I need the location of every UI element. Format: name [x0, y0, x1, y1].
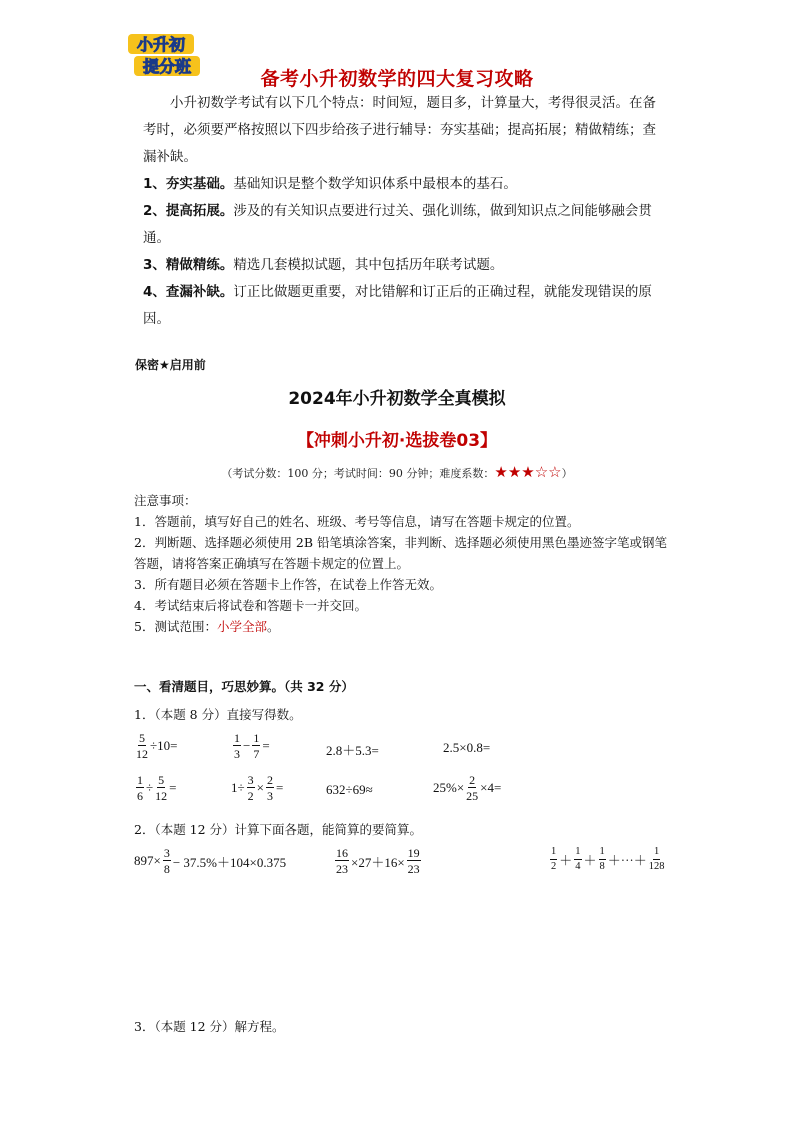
calc-6: 1÷ $\frac{3}{2}$ × $\frac{2}{3}$ =: [231, 773, 284, 803]
point-heading: 1、夯实基础。: [143, 176, 234, 192]
note-item-1: 1．答题前，填写好自己的姓名、班级、考号等信息，请写在答题卡规定的位置。: [134, 514, 580, 529]
fraction: $\frac{1}{2}$: [551, 846, 557, 872]
guide-point-1: [143, 171, 663, 198]
calc-5: $\frac{1}{6}$ ÷ $\frac{5}{12}$ =: [137, 773, 177, 803]
svg-text:提分班: 提分班: [142, 57, 192, 76]
fraction: $\frac{1}{128}$: [648, 846, 665, 872]
scope-end: 。: [266, 619, 280, 634]
difficulty-stars: [494, 463, 562, 481]
fraction: $\frac{1}{8}$: [599, 846, 605, 872]
guide-point-2: [143, 198, 663, 252]
note-item-4: 4．考试结束后将试卷和答题卡一并交回。: [134, 598, 367, 613]
point-heading: 3、精做精练。: [143, 257, 234, 273]
star-empty-icon: ☆: [548, 463, 562, 481]
calc-7: 632÷69≈: [326, 782, 373, 797]
scope-value: 小学全部: [216, 619, 267, 634]
fraction: $\frac{5}{12}$: [155, 773, 168, 803]
guide-intro: 小升初数学考试有以下几个特点：时间短，题目多，计算量大，考得很灵活。在备考时，必须要严格按照以下四步给孩子进行辅导：夯实基础；提高拓展；精做精练；查漏补缺。: [143, 95, 656, 165]
exam-subtitle: 【冲刺小升初·选拔卷03】: [296, 431, 498, 451]
note-item-5: [134, 616, 674, 637]
fraction: $\frac{3}{2}$: [247, 773, 254, 803]
calc-8: 25%× $\frac{2}{25}$ ×4=: [433, 773, 502, 803]
notes-heading: 注意事项：: [134, 493, 197, 508]
fraction: $\frac{3}{8}$: [163, 846, 170, 876]
fraction: $\frac{19}{23}$: [407, 846, 420, 876]
expression-2: $\frac{16}{23}$ ×27＋16× $\frac{19}{23}$: [336, 846, 420, 876]
expression-1: 897× $\frac{3}{8}$ − 37.5%＋104×0.375: [134, 846, 287, 876]
guide-point-3: [143, 252, 663, 279]
calc-2: $\frac{1}{3}$ − $\frac{1}{7}$ =: [234, 731, 270, 761]
svg-text:小升初: 小升初: [136, 35, 186, 54]
calc-4: 2.5×0.8=: [443, 740, 491, 755]
star-filled-icon: ★: [507, 463, 522, 481]
section-1-title: 一、看清题目，巧思妙算。（共 32 分）: [134, 679, 354, 694]
star-filled-icon: ★: [494, 463, 508, 481]
point-text: 精选几套模拟试题，其中包括历年联考试题。: [233, 257, 504, 273]
calc-1: $\frac{5}{12}$ ÷10=: [136, 731, 178, 761]
star-filled-icon: ★: [521, 463, 535, 481]
confidential-mark: 保密★启用前: [135, 358, 206, 372]
fraction: $\frac{16}{23}$: [336, 846, 348, 876]
expression-3: $\frac{1}{2}$ ＋ $\frac{1}{4}$ ＋ $\frac{1}{8}$ ＋⋯＋ $\frac{1}{128}$: [551, 846, 665, 872]
point-heading: 4、查漏补缺。: [143, 284, 234, 300]
question-3-label: 3．（本题 12 分）解方程。: [134, 1019, 285, 1034]
question-2-label: 2．（本题 12 分）计算下面各题，能简算的要简算。: [134, 822, 423, 837]
fraction: $\frac{2}{25}$: [466, 773, 479, 803]
guide-title: 备考小升初数学的四大复习攻略: [260, 68, 534, 90]
fraction: $\frac{1}{6}$: [137, 773, 143, 803]
point-text: 订正比做题更重要，对比错解和订正后的正确过程，就能发现错误的原因。: [143, 284, 652, 327]
question-1-label: 1．（本题 8 分）直接写得数。: [134, 707, 302, 722]
exam-info-end: ）: [561, 467, 573, 480]
fraction: $\frac{2}{3}$: [266, 773, 273, 803]
exam-info: [0, 463, 794, 481]
point-text: 基础知识是整个数学知识体系中最根本的基石。: [233, 176, 517, 192]
fraction: $\frac{5}{12}$: [136, 731, 148, 761]
point-text: 涉及的有关知识点要进行过关、强化训练，做到知识点之间能够融会贯通。: [143, 203, 652, 246]
exam-title: 2024年小升初数学全真模拟: [288, 389, 506, 409]
guide-point-4: [143, 279, 663, 333]
scope-label: 5．测试范围：: [134, 619, 217, 634]
star-empty-icon: ☆: [534, 463, 549, 481]
point-heading: 2、提高拓展。: [143, 203, 234, 219]
fraction: $\frac{1}{7}$: [253, 731, 260, 761]
exam-info-text: （考试分数：100 分；考试时间：90 分钟；难度系数：: [221, 467, 495, 480]
calc-3: 2.8＋5.3=: [326, 743, 379, 758]
fraction: $\frac{1}{4}$: [575, 846, 581, 872]
note-item-3: 3．所有题目必须在答题卡上作答，在试卷上作答无效。: [134, 577, 442, 592]
fraction: $\frac{1}{3}$: [234, 731, 240, 761]
note-item-2: 2．判断题、选择题必须使用 2B 铅笔填涂答案，非判断、选择题必须使用黑色墨迹签字笔或钢笔答题，请将答案正确填写在答题卡规定的位置上。: [134, 535, 668, 571]
